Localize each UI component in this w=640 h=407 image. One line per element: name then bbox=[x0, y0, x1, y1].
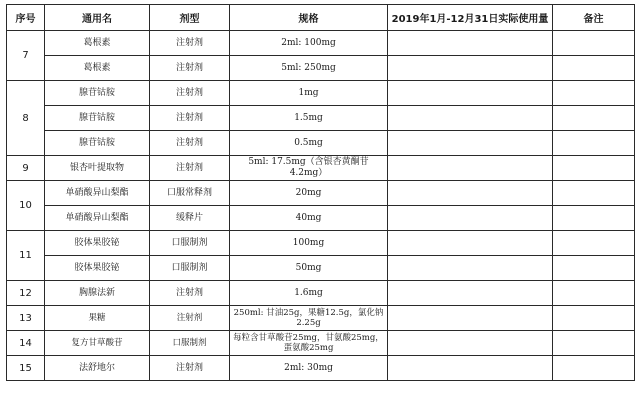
cell-spec: 100mg bbox=[230, 231, 388, 256]
cell-no: 15 bbox=[7, 356, 45, 381]
cell-form: 注射剂 bbox=[150, 306, 230, 331]
cell-usage bbox=[388, 106, 553, 131]
cell-remark bbox=[553, 331, 635, 356]
cell-form: 注射剂 bbox=[150, 31, 230, 56]
cell-spec: 0.5mg bbox=[230, 131, 388, 156]
cell-usage bbox=[388, 306, 553, 331]
table-row bbox=[7, 81, 635, 106]
cell-usage bbox=[388, 181, 553, 206]
cell-name: 法舒地尔 bbox=[45, 356, 150, 381]
cell-form: 口服常释剂 bbox=[150, 181, 230, 206]
cell-usage bbox=[388, 31, 553, 56]
cell-spec: 5ml: 250mg bbox=[230, 56, 388, 81]
cell-usage bbox=[388, 56, 553, 81]
cell-usage bbox=[388, 131, 553, 156]
cell-name: 腺苷钴胺 bbox=[45, 81, 150, 106]
header-name: 通用名 bbox=[45, 5, 150, 31]
cell-no: 14 bbox=[7, 331, 45, 356]
cell-remark bbox=[553, 181, 635, 206]
cell-usage bbox=[388, 256, 553, 281]
table-row bbox=[7, 56, 635, 81]
cell-spec: 250ml: 甘油25g，果糖12.5g，氯化钠2.25g bbox=[230, 306, 388, 331]
drug-usage-table bbox=[6, 4, 635, 381]
cell-spec: 50mg bbox=[230, 256, 388, 281]
cell-spec: 1.6mg bbox=[230, 281, 388, 306]
table-row bbox=[7, 281, 635, 306]
cell-name: 果糖 bbox=[45, 306, 150, 331]
cell-name: 单硝酸异山梨酯 bbox=[45, 206, 150, 231]
header-form: 剂型 bbox=[150, 5, 230, 31]
table-row bbox=[7, 156, 635, 181]
cell-name: 胶体果胶铋 bbox=[45, 231, 150, 256]
header-remark: 备注 bbox=[553, 5, 635, 31]
cell-usage bbox=[388, 331, 553, 356]
cell-name: 腺苷钴胺 bbox=[45, 131, 150, 156]
cell-no: 12 bbox=[7, 281, 45, 306]
cell-remark bbox=[553, 281, 635, 306]
cell-remark bbox=[553, 156, 635, 181]
cell-spec: 2ml: 100mg bbox=[230, 31, 388, 56]
cell-form: 口服制剂 bbox=[150, 331, 230, 356]
cell-name: 单硝酸异山梨酯 bbox=[45, 181, 150, 206]
drug-usage-table-sheet bbox=[6, 4, 634, 381]
cell-form: 注射剂 bbox=[150, 356, 230, 381]
cell-name: 胶体果胶铋 bbox=[45, 256, 150, 281]
cell-usage bbox=[388, 156, 553, 181]
cell-spec: 1.5mg bbox=[230, 106, 388, 131]
cell-remark bbox=[553, 106, 635, 131]
cell-spec: 每粒含甘草酸苷25mg，甘氨酸25mg，蛋氨酸25mg bbox=[230, 331, 388, 356]
cell-spec: 5ml: 17.5mg（含银杏黄酮苷4.2mg） bbox=[230, 156, 388, 181]
header-usage: 2019年1月-12月31日实际使用量 bbox=[388, 5, 553, 31]
cell-usage bbox=[388, 281, 553, 306]
cell-remark bbox=[553, 306, 635, 331]
cell-form: 注射剂 bbox=[150, 156, 230, 181]
table-row bbox=[7, 331, 635, 356]
table-row bbox=[7, 131, 635, 156]
cell-remark bbox=[553, 206, 635, 231]
cell-no: 11 bbox=[7, 231, 45, 281]
table-row bbox=[7, 31, 635, 56]
cell-remark bbox=[553, 31, 635, 56]
cell-spec: 40mg bbox=[230, 206, 388, 231]
table-row bbox=[7, 231, 635, 256]
cell-name: 腺苷钴胺 bbox=[45, 106, 150, 131]
cell-usage bbox=[388, 231, 553, 256]
header-no: 序号 bbox=[7, 5, 45, 31]
cell-spec: 2ml: 30mg bbox=[230, 356, 388, 381]
cell-no: 10 bbox=[7, 181, 45, 231]
cell-remark bbox=[553, 56, 635, 81]
header-spec: 规格 bbox=[230, 5, 388, 31]
cell-form: 缓释片 bbox=[150, 206, 230, 231]
cell-remark bbox=[553, 81, 635, 106]
cell-form: 注射剂 bbox=[150, 131, 230, 156]
table-body bbox=[7, 31, 635, 381]
cell-form: 口服制剂 bbox=[150, 231, 230, 256]
cell-form: 注射剂 bbox=[150, 56, 230, 81]
cell-no: 9 bbox=[7, 156, 45, 181]
table-row bbox=[7, 256, 635, 281]
table-row bbox=[7, 206, 635, 231]
cell-name: 胸腺法新 bbox=[45, 281, 150, 306]
cell-no: 13 bbox=[7, 306, 45, 331]
cell-name: 银杏叶提取物 bbox=[45, 156, 150, 181]
cell-remark bbox=[553, 356, 635, 381]
cell-name: 葛根素 bbox=[45, 56, 150, 81]
cell-form: 注射剂 bbox=[150, 81, 230, 106]
cell-spec: 20mg bbox=[230, 181, 388, 206]
header-row bbox=[7, 5, 635, 31]
cell-remark bbox=[553, 231, 635, 256]
cell-name: 复方甘草酸苷 bbox=[45, 331, 150, 356]
table-row bbox=[7, 356, 635, 381]
cell-form: 注射剂 bbox=[150, 106, 230, 131]
cell-spec: 1mg bbox=[230, 81, 388, 106]
cell-form: 注射剂 bbox=[150, 281, 230, 306]
cell-no: 8 bbox=[7, 81, 45, 156]
cell-form: 口服制剂 bbox=[150, 256, 230, 281]
cell-usage bbox=[388, 206, 553, 231]
cell-name: 葛根素 bbox=[45, 31, 150, 56]
cell-remark bbox=[553, 131, 635, 156]
cell-remark bbox=[553, 256, 635, 281]
cell-no: 7 bbox=[7, 31, 45, 81]
table-row bbox=[7, 181, 635, 206]
cell-usage bbox=[388, 81, 553, 106]
table-row bbox=[7, 106, 635, 131]
table-row bbox=[7, 306, 635, 331]
cell-usage bbox=[388, 356, 553, 381]
